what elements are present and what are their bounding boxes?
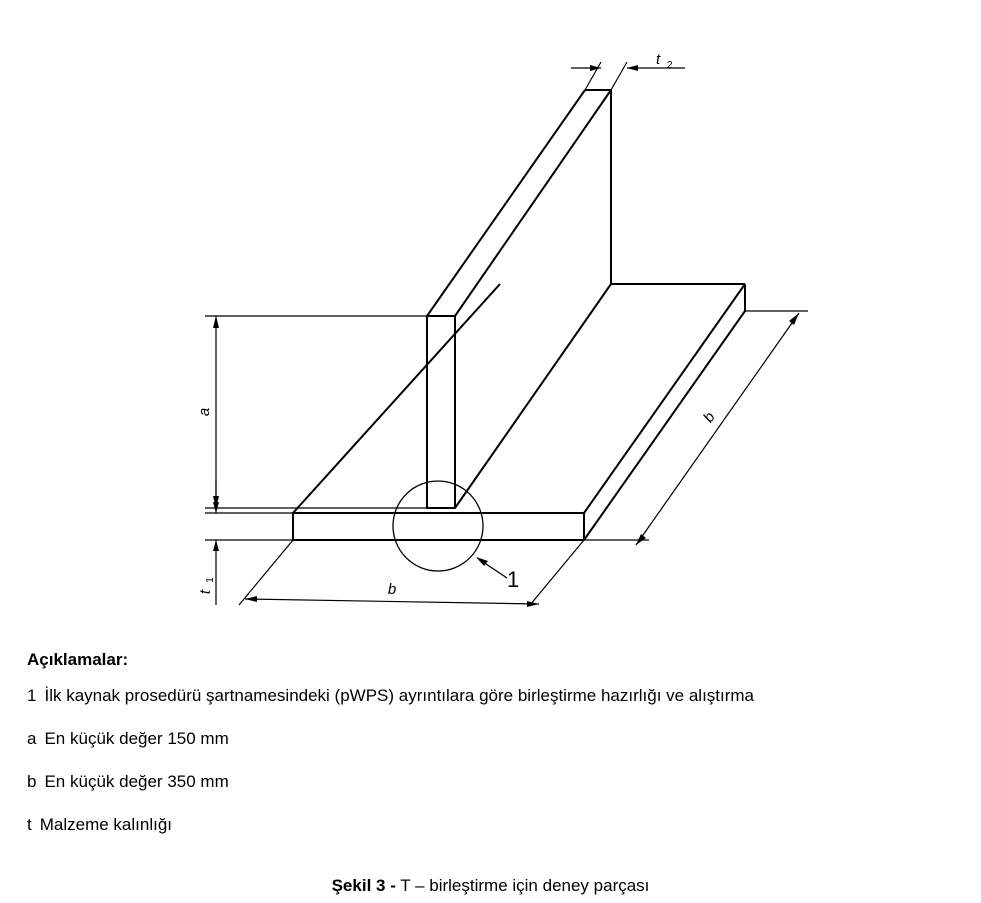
legend-key: a (27, 729, 37, 748)
dimension-t2-subscript: 2 (667, 60, 673, 71)
legend (27, 650, 957, 858)
weld-detail-callout (393, 481, 507, 578)
legend-key: t (27, 815, 32, 834)
dimension-b-depth (584, 311, 808, 545)
legend-key: 1 (27, 686, 37, 705)
dimension-b-front (239, 540, 584, 607)
callout-number: 1 (507, 567, 520, 592)
legend-title: Açıklamalar: (27, 650, 129, 669)
dimension-a-label: a (196, 407, 213, 417)
legend-key: b (27, 772, 37, 791)
dimension-a (205, 316, 427, 508)
dimension-t1-label: t (197, 589, 214, 595)
legend-item-1 (27, 686, 957, 706)
legend-text: En küçük değer 150 mm (44, 729, 229, 748)
legend-text: İlk kaynak prosedürü şartnamesindeki (pWPS) ayrıntılara göre birleştirme hazırlığı ve alıştırma (44, 686, 755, 705)
dimension-t2-label: t (656, 51, 661, 68)
caption-text: T – birleştirme için deney parçası (400, 876, 650, 895)
legend-item-b (27, 772, 957, 792)
legend-text: Malzeme kalınlığı (39, 815, 173, 834)
legend-item-a (27, 729, 957, 749)
dimension-b-depth-label: b (699, 409, 719, 426)
caption-number: Şekil 3 - (331, 876, 396, 895)
dimension-b-front-label: b (387, 581, 397, 598)
dimension-t1-subscript: 1 (205, 577, 216, 583)
figure-caption (0, 876, 981, 896)
legend-item-t (27, 815, 957, 835)
web-plate (427, 90, 611, 508)
base-plate (293, 284, 745, 540)
legend-text: En küçük değer 350 mm (44, 772, 229, 791)
